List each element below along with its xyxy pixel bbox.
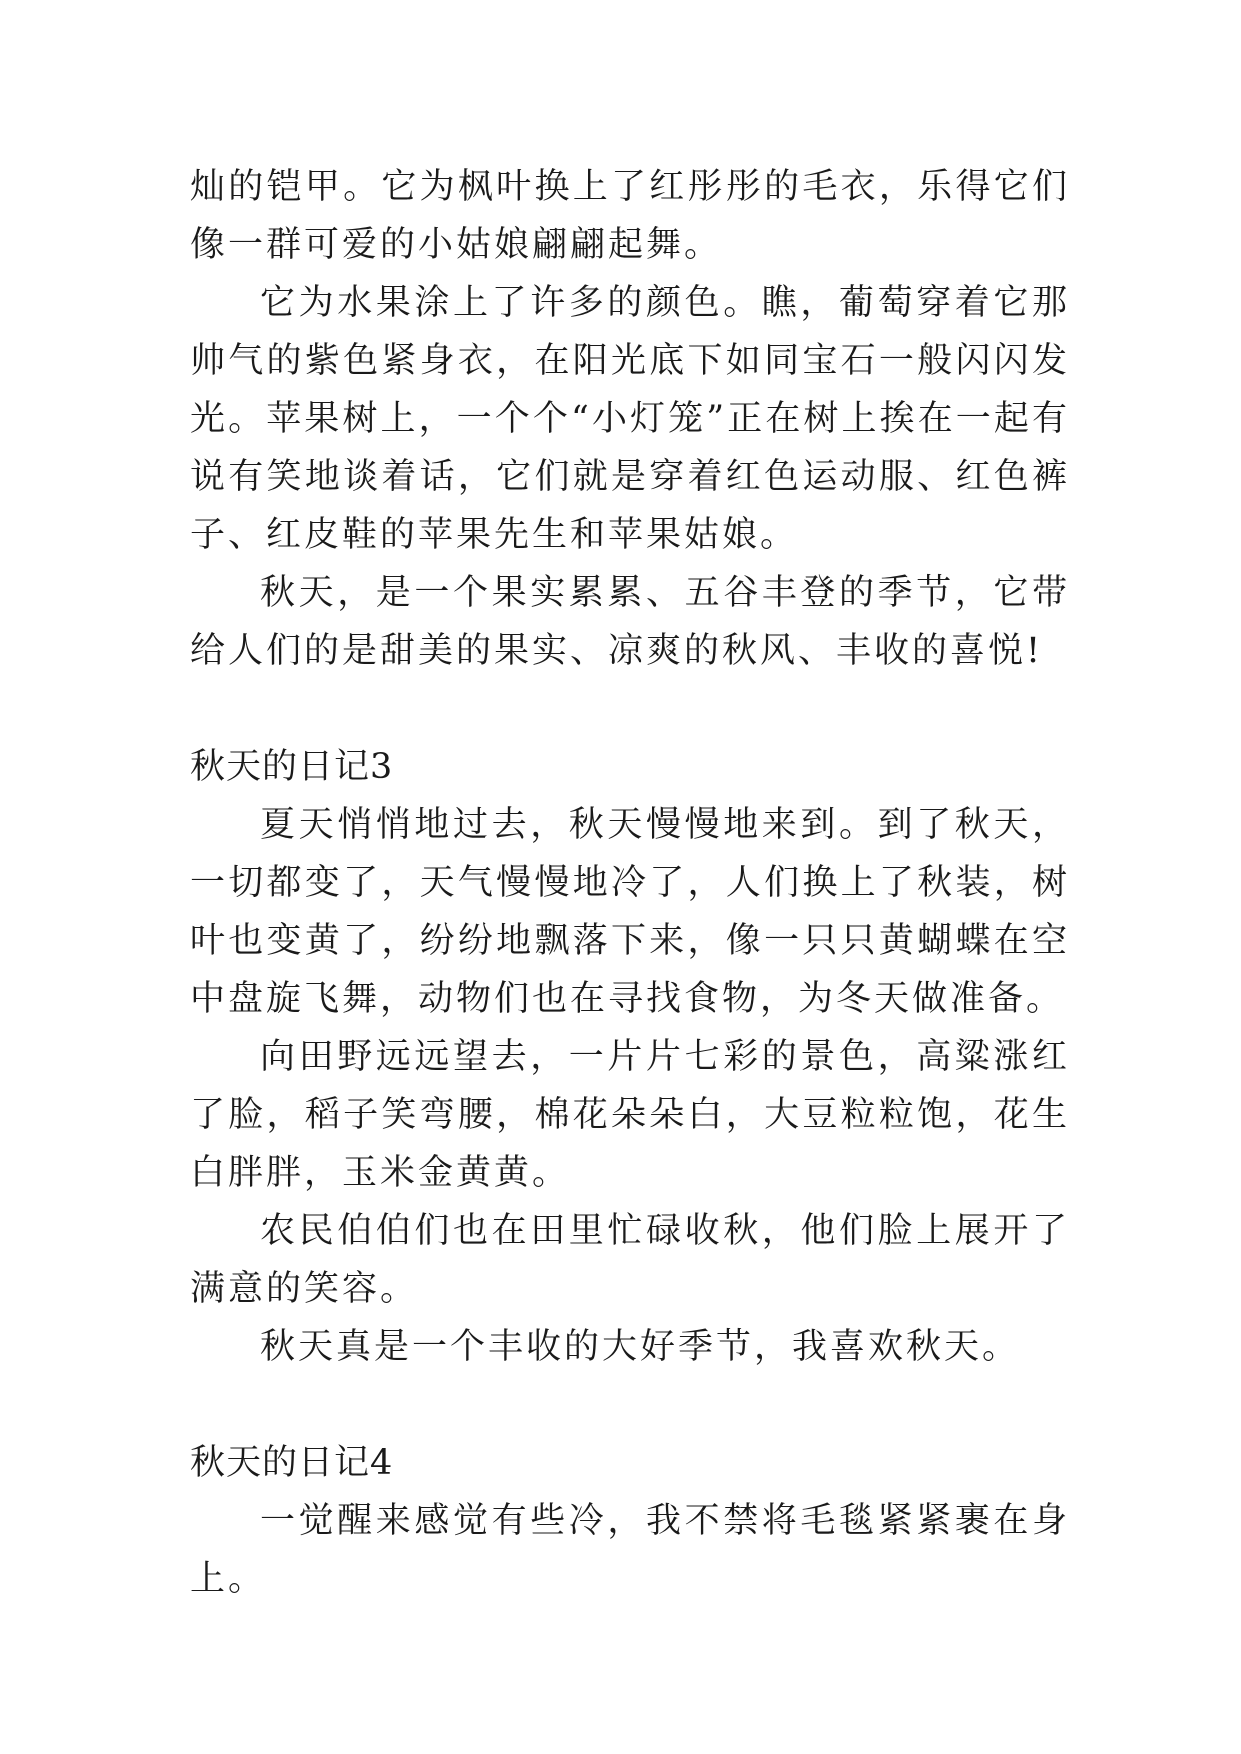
section-title: 秋天的日记4 <box>190 1443 394 1483</box>
paragraph: 它为水果涂上了许多的颜色。瞧，葡萄穿着它那帅气的紫色紧身衣，在阳光底下如同宝石一般闪闪发光。苹果树上，一个个“小灯笼”正在树上挨在一起有说有笑地谈着话，它们就是穿着红色运动服、红色裤子、红皮鞋的苹果先生和苹果姑娘。 <box>190 283 1070 555</box>
paragraph: 秋天真是一个丰收的大好季节，我喜欢秋天。 <box>260 1327 1021 1367</box>
section-title: 秋天的日记3 <box>190 747 394 787</box>
document-body <box>190 158 1070 1608</box>
paragraph: 向田野远远望去，一片片七彩的景色，高粱涨红了脸，稻子笑弯腰，棉花朵朵白，大豆粒粒饱，花生白胖胖，玉米金黄黄。 <box>190 1037 1070 1193</box>
paragraph: 一觉醒来感觉有些冷，我不禁将毛毯紧紧裹在身上。 <box>190 1501 1070 1599</box>
paragraph: 秋天，是一个果实累累、五谷丰登的季节，它带给人们的是甜美的果实、凉爽的秋风、丰收的喜悦! <box>190 573 1070 671</box>
section-spacer <box>190 1376 1070 1434</box>
paragraph: 农民伯伯们也在田里忙碌收秋，他们脸上展开了满意的笑容。 <box>190 1211 1070 1309</box>
section-spacer <box>190 680 1070 738</box>
paragraph: 夏天悄悄地过去，秋天慢慢地来到。到了秋天，一切都变了，天气慢慢地冷了，人们换上了秋装，树叶也变黄了，纷纷地飘落下来，像一只只黄蝴蝶在空中盘旋飞舞，动物们也在寻找食物，为冬天做准备。 <box>190 805 1070 1019</box>
paragraph: 灿的铠甲。它为枫叶换上了红彤彤的毛衣，乐得它们像一群可爱的小姑娘翩翩起舞。 <box>190 167 1070 265</box>
